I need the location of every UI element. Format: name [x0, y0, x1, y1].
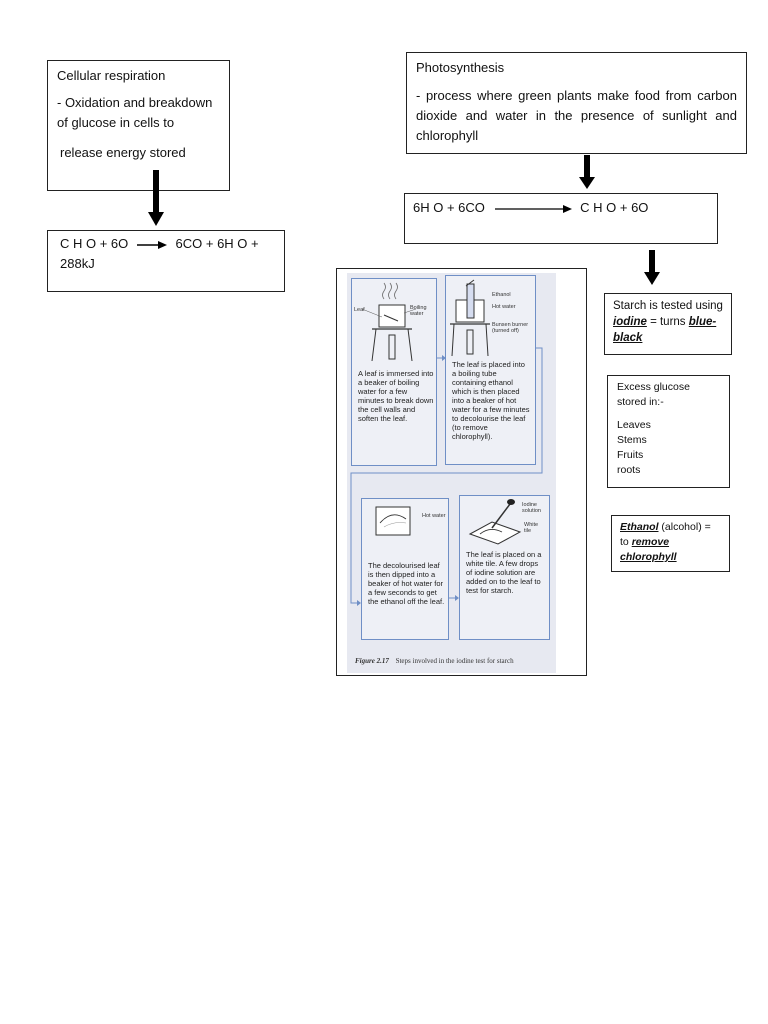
storage-item: roots — [617, 464, 641, 476]
respiration-title: Cellular respiration — [57, 68, 166, 83]
label-hot-water: Hot water — [422, 513, 446, 519]
storage-item: Stems — [617, 434, 647, 446]
label-iodine-solution: Iodine solution — [522, 502, 541, 514]
photosynthesis-equation-box — [404, 193, 718, 244]
label-white-tile: White tile — [524, 522, 539, 534]
arrow-down-icon — [147, 170, 165, 227]
respiration-equation-box — [47, 230, 285, 292]
arrow-down-icon — [643, 250, 661, 286]
starch-middle: = turns — [646, 316, 689, 328]
figure-step-3-text: The decolourised leaf is then dipped into a beaker of hot water for a few seconds to get the ethanol off the leaf. — [368, 561, 445, 606]
figure-page — [347, 273, 556, 673]
ethanol-box — [611, 515, 730, 572]
respiration-equation-right: 6CO + 6H O + 288kJ — [60, 236, 259, 271]
label-hot-water: Hot water — [492, 304, 516, 310]
storage-heading: Excess glucose stored in:- — [617, 381, 690, 408]
photosynthesis-title: Photosynthesis — [416, 60, 505, 75]
figure-step-4-text: The leaf is placed on a white tile. A few drops of iodine solution are added on to the leaf to test for starch. — [466, 550, 542, 595]
respiration-box — [47, 60, 230, 191]
arrow-right-icon — [136, 240, 168, 250]
ethanol-paren: (alcohol) = to — [620, 521, 711, 548]
respiration-equation-left: C H O + 6O — [60, 236, 129, 251]
figure-caption-text: Steps involved in the iodine test for starch — [395, 657, 514, 665]
respiration-line1: - Oxidation and breakdown of glucose in cells to — [57, 95, 213, 130]
ethanol-term: Ethanol — [620, 521, 659, 533]
label-bunsen-burner: Bunsen burner (turned off) — [492, 322, 529, 334]
photosynthesis-equation-left: 6H O + 6CO — [413, 200, 485, 215]
starch-prefix: Starch is tested using — [613, 300, 723, 312]
label-boiling-water: Boiling water — [410, 305, 427, 317]
iodine-test-figure — [336, 268, 587, 676]
storage-item: Leaves — [617, 419, 651, 431]
ethanol-purpose: remove chlorophyll — [620, 536, 677, 563]
figure-step-1-text: A leaf is immersed into a beaker of boiling water for a few minutes to break down the cell walls and soften the leaf. — [358, 369, 434, 423]
label-ethanol: Ethanol — [492, 292, 511, 298]
starch-box — [604, 293, 732, 355]
figure-caption — [355, 657, 555, 665]
flow-arrows — [347, 273, 556, 613]
photosynthesis-description: - process where green plants make food from carbon dioxide and water in the presence of sunlight and chlorophyll — [416, 88, 737, 143]
arrow-right-icon — [493, 204, 573, 214]
storage-item: Fruits — [617, 449, 644, 461]
photosynthesis-equation-right: C H O + 6O — [580, 200, 649, 215]
respiration-line2: release energy stored — [60, 145, 186, 160]
starch-result: blue-black — [613, 316, 717, 344]
starch-reagent: iodine — [613, 316, 647, 328]
photosynthesis-box — [406, 52, 747, 154]
figure-caption-label: Figure 2.17 — [355, 657, 389, 665]
arrow-down-icon — [578, 155, 596, 190]
label-leaf: Leaf — [354, 307, 365, 313]
storage-box — [607, 375, 730, 488]
figure-step-2-text: The leaf is placed into a boiling tube containing ethanol which is then placed into a beaker of hot water for a few minutes to decolourise the leaf (to remove chlorophyll). — [452, 360, 530, 441]
